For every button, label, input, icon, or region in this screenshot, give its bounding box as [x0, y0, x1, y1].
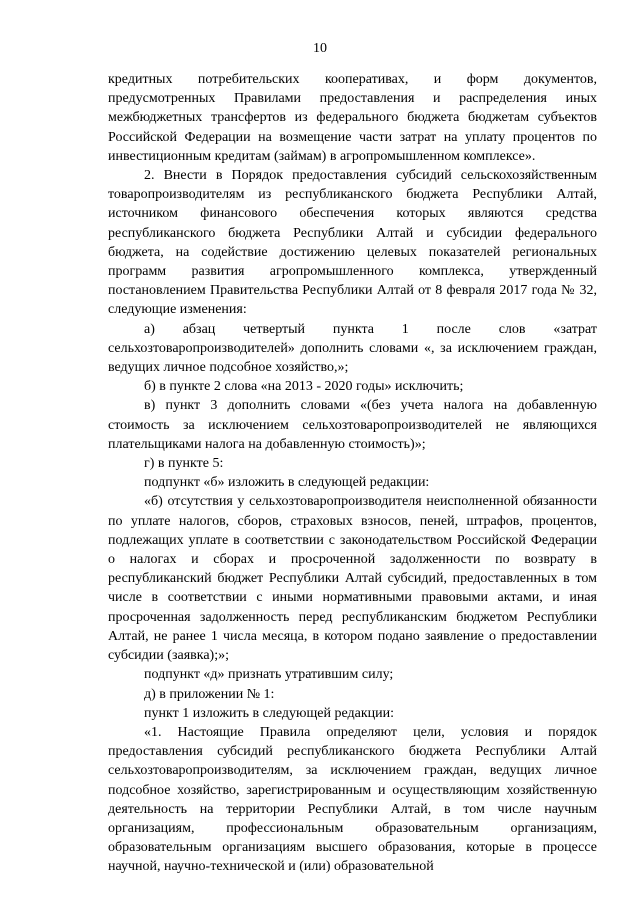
- paragraph: пункт 1 изложить в следующей редакции:: [144, 705, 394, 721]
- page-number: 10: [313, 41, 327, 56]
- paragraph: г) в пункте 5:: [144, 456, 224, 472]
- paragraph: «1. Настоящие Правила определяют цели, условия и порядок предоставления субсидий республиканского бюджета Республики Алтай сельхозтоваропроизводителям, за исключением граждан, ведущих личное подсобное хозяйство, зарегистрированным и осуществляющим хозяйственную деятельность на территории Республики Алтай, в том числе научным организациям, профессиональным образовательным организациям, образовательным организациям высшего образования, которые в процессе научной, научно-технической и (или) образовательной: [108, 724, 597, 875]
- document-body: [108, 70, 597, 877]
- paragraph: 2. Внести в Порядок предоставления субсидий сельскохозяйственным товаропроизводителям из республиканского бюджета Республики Алтай, источником финансового обеспечения которых являются средства республиканского бюджета Республики Алтай и субсидии федерального бюджета, на содействие достижению целевых показателей региональных программ развития агропромышленного комплекса, утвержденный постановлением Правительства Республики Алтай от 8 февраля 2017 года № 32, следующие изменения:: [108, 168, 597, 318]
- paragraph: д) в приложении № 1:: [144, 686, 275, 702]
- paragraph: в) пункт 3 дополнить словами «(без учета налога на добавленную стоимость за исключением сельхозтоваропроизводителей не являющихся плательщиками налога на добавленную стоимость)»;: [108, 398, 597, 452]
- paragraph: а) абзац четвертый пункта 1 после слов «затрат сельхозтоваропроизводителей» дополнить словами «, за исключением граждан, ведущих личное подсобное хозяйство,»;: [108, 321, 597, 376]
- paragraph: кредитных потребительских кооперативах, и форм документов, предусмотренных Правилами предоставления и распределения иных межбюджетных трансфертов из федерального бюджета бюджетам субъектов Российской Федерации на возмещение части затрат на уплату процентов по инвестиционным кредитам (займам) в агропромышленном комплексе».: [108, 72, 597, 164]
- paragraph: б) в пункте 2 слова «на 2013 - 2020 годы» исключить;: [144, 379, 464, 395]
- paragraph: «б) отсутствия у сельхозтоваропроизводителя неисполненной обязанности по уплате налогов, сборов, страховых взносов, пеней, штрафов, процентов, подлежащих уплате в соответствии с законодательством Российской Федерации о налогах и сборах и просроченной задолженности по возврату в республиканский бюджет Республики Алтай субсидий, предоставленных в том числе в соответствии с иными нормативными правовыми актами, и иная просроченная задолженность перед республиканским бюджетом Республики Алтай, не ранее 1 числа месяца, в котором подано заявление о предоставлении субсидии (заявка);»;: [108, 494, 597, 664]
- paragraph: подпункт «б» изложить в следующей редакции:: [144, 475, 430, 491]
- paragraph: подпункт «д» признать утратившим силу;: [144, 667, 394, 683]
